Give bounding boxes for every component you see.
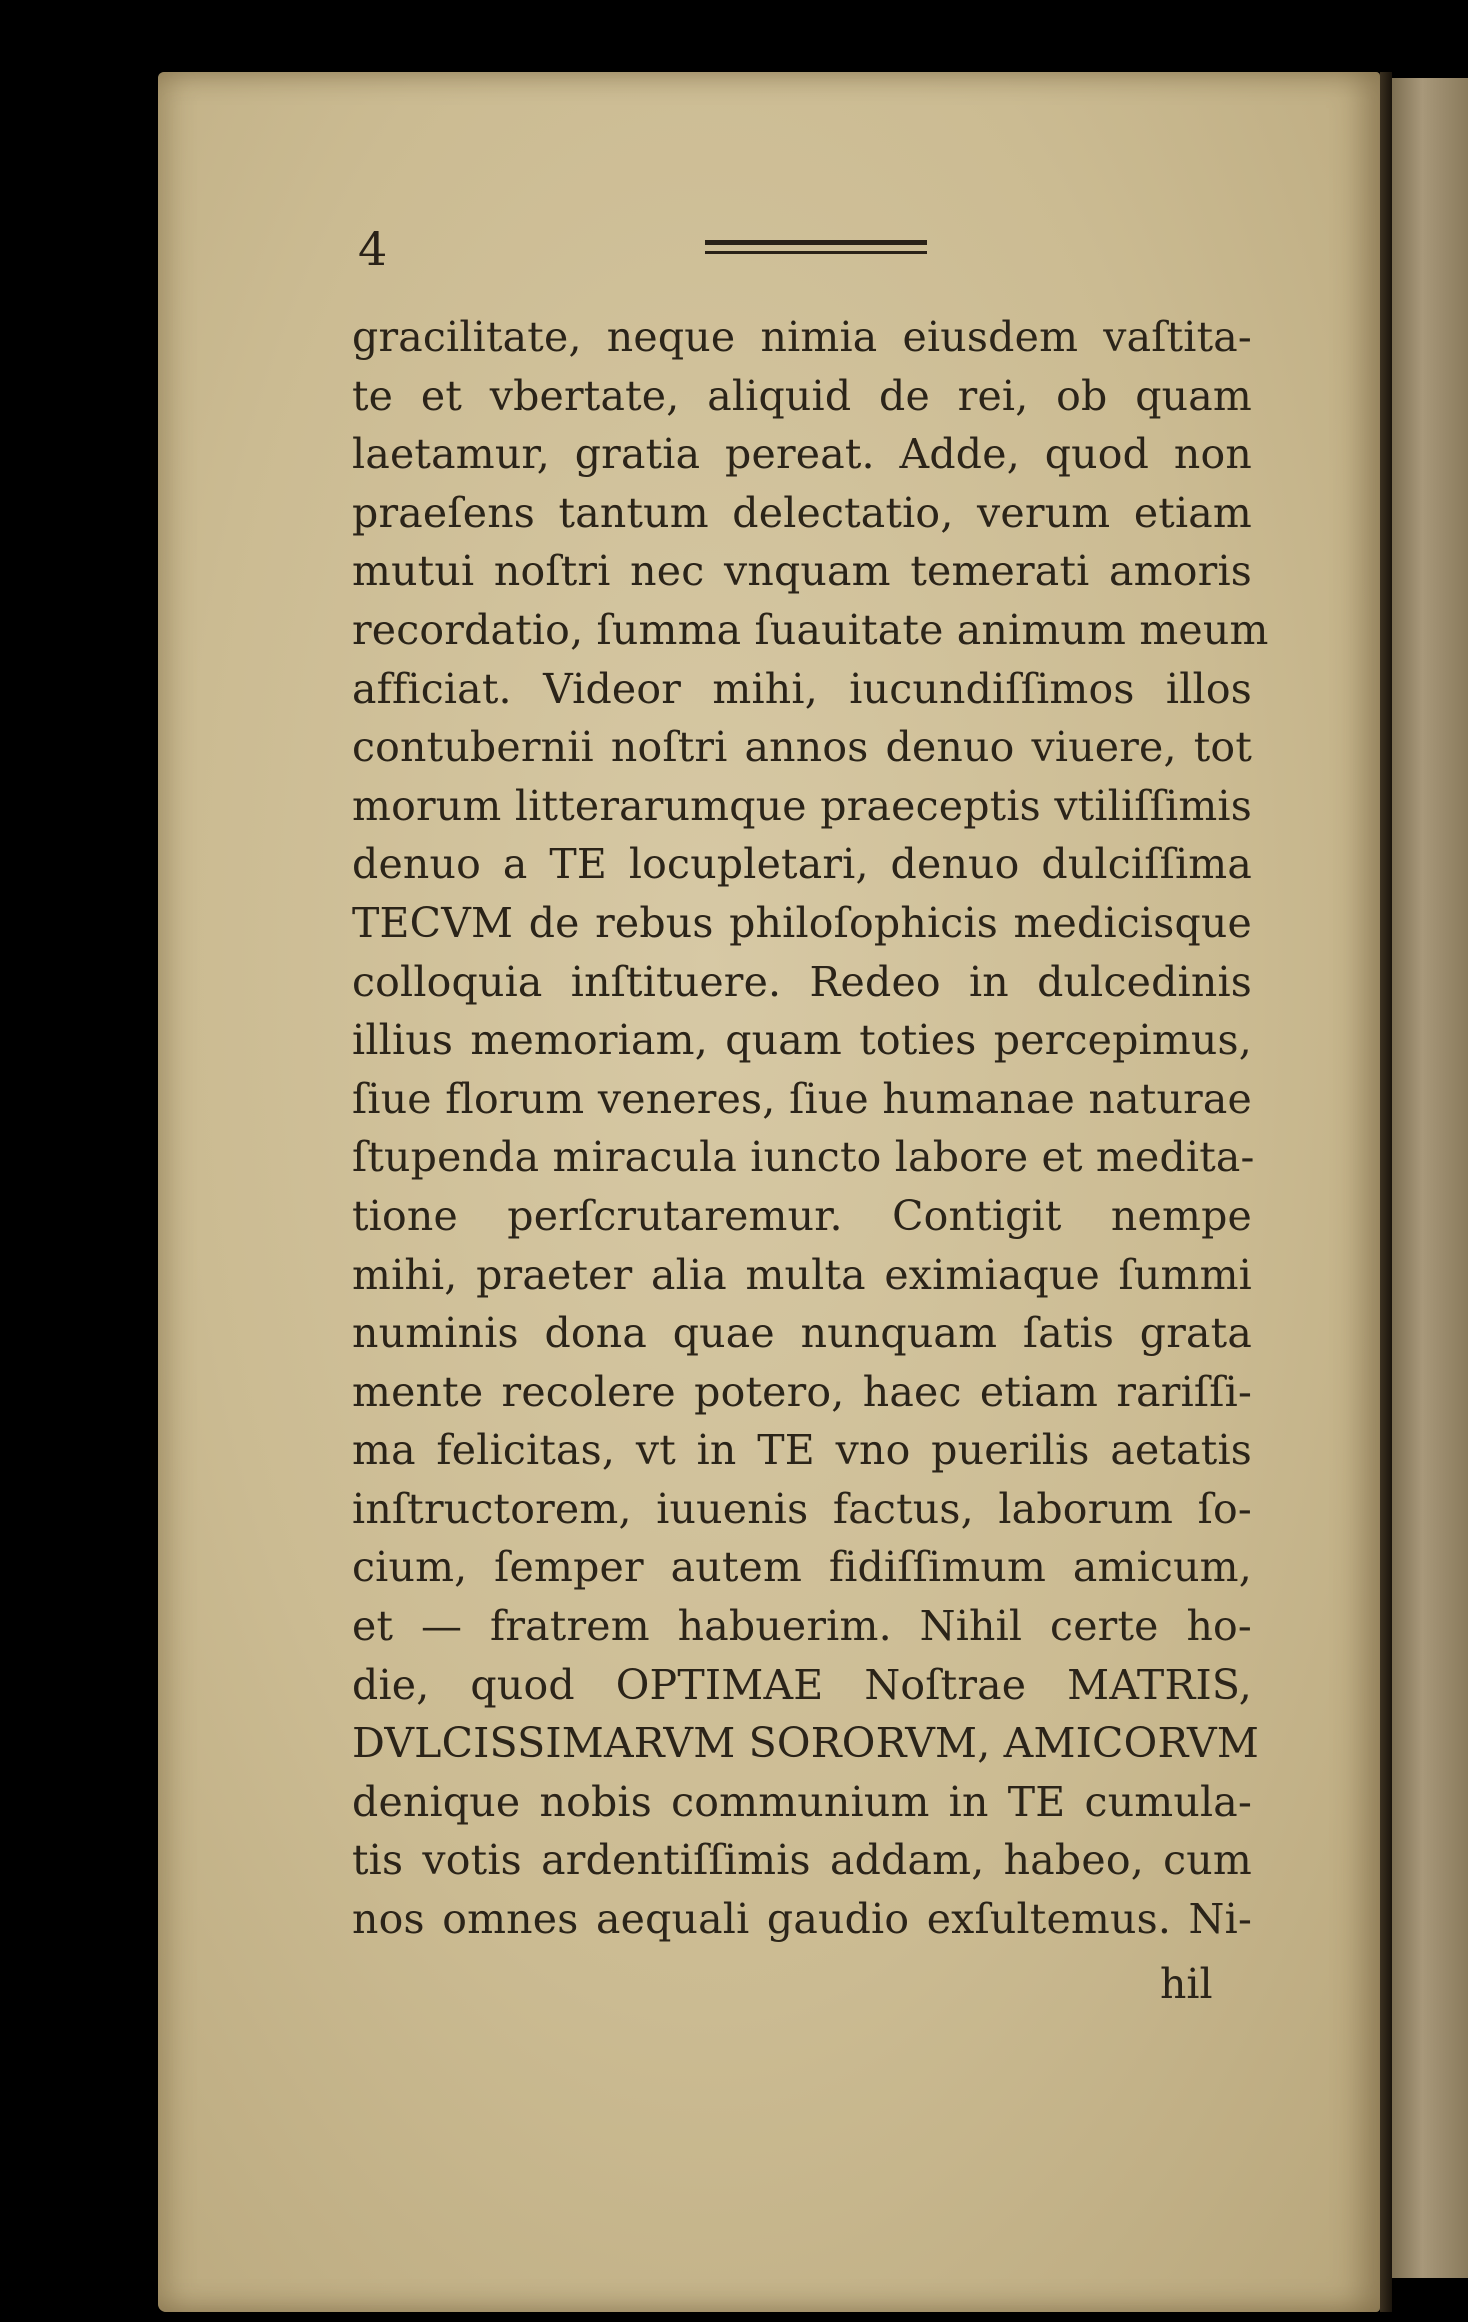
text-line: die, quod OPTIMAE Noſtrae MATRIS,	[352, 1660, 1252, 1709]
facing-page-edge	[1392, 78, 1468, 2278]
text-line: te et vbertate, aliquid de rei, ob quam	[352, 371, 1252, 420]
text-line: et — fratrem habuerim. Nihil certe ho-	[352, 1602, 1252, 1651]
body-text	[352, 308, 1269, 1949]
text-line: denuo a TE locupletari, denuo dulciſſima	[352, 840, 1252, 889]
text-line: contubernii noſtri annos denuo viuere, tot	[352, 723, 1252, 772]
text-line: morum litterarumque praeceptis vtiliſſimis	[352, 781, 1252, 830]
text-line: tis votis ardentiſſimis addam, habeo, cum	[352, 1836, 1252, 1885]
text-line: DVLCISSIMARVM SORORVM, AMICORVM	[352, 1719, 1260, 1768]
text-line: gracilitate, neque nimia eiusdem vaſtita-	[352, 313, 1252, 361]
text-line: colloquia inſtituere. Redeo in dulcedinis	[352, 957, 1252, 1006]
text-line: afficiat. Videor mihi, iucundiſſimos illos	[352, 664, 1252, 713]
text-line: praeſens tantum delectatio, verum etiam	[352, 488, 1252, 537]
text-line: ſiue florum veneres, ſiue humanae naturae	[352, 1074, 1252, 1123]
text-line: laetamur, gratia pereat. Adde, quod non	[352, 430, 1252, 479]
text-line: illius memoriam, quam toties percepimus,	[352, 1016, 1252, 1065]
text-line: nos omnes aequali gaudio exſultemus. Ni-	[352, 1895, 1252, 1944]
text-line: denique nobis communium in TE cumula-	[352, 1777, 1252, 1826]
text-line: mihi, praeter alia multa eximiaque ſummi	[352, 1250, 1252, 1299]
text-line: ma felicitas, vt in TE vno puerilis aetatis	[352, 1426, 1252, 1475]
header-rule	[705, 240, 927, 254]
text-line: cium, ſemper autem fidiſſimum amicum,	[352, 1543, 1252, 1592]
text-line: mutui noſtri nec vnquam temerati amoris	[352, 547, 1252, 596]
text-line: numinis dona quae nunquam ſatis grata	[352, 1309, 1252, 1358]
catchword: hil	[1160, 1960, 1213, 2008]
text-line: TECVM de rebus philoſophicis medicisque	[352, 898, 1252, 947]
text-line: recordatio, ſumma ſuauitate animum meum	[352, 605, 1269, 654]
page-gutter	[1380, 72, 1392, 2312]
text-line: inſtructorem, iuuenis factus, laborum ſo-	[352, 1484, 1252, 1533]
page-number: 4	[358, 222, 388, 276]
text-line: tione perſcrutaremur. Contigit nempe	[352, 1191, 1252, 1240]
text-line: mente recolere potero, haec etiam rariſſi-	[352, 1367, 1252, 1416]
text-line: ſtupenda miracula iuncto labore et medita-	[352, 1133, 1255, 1182]
